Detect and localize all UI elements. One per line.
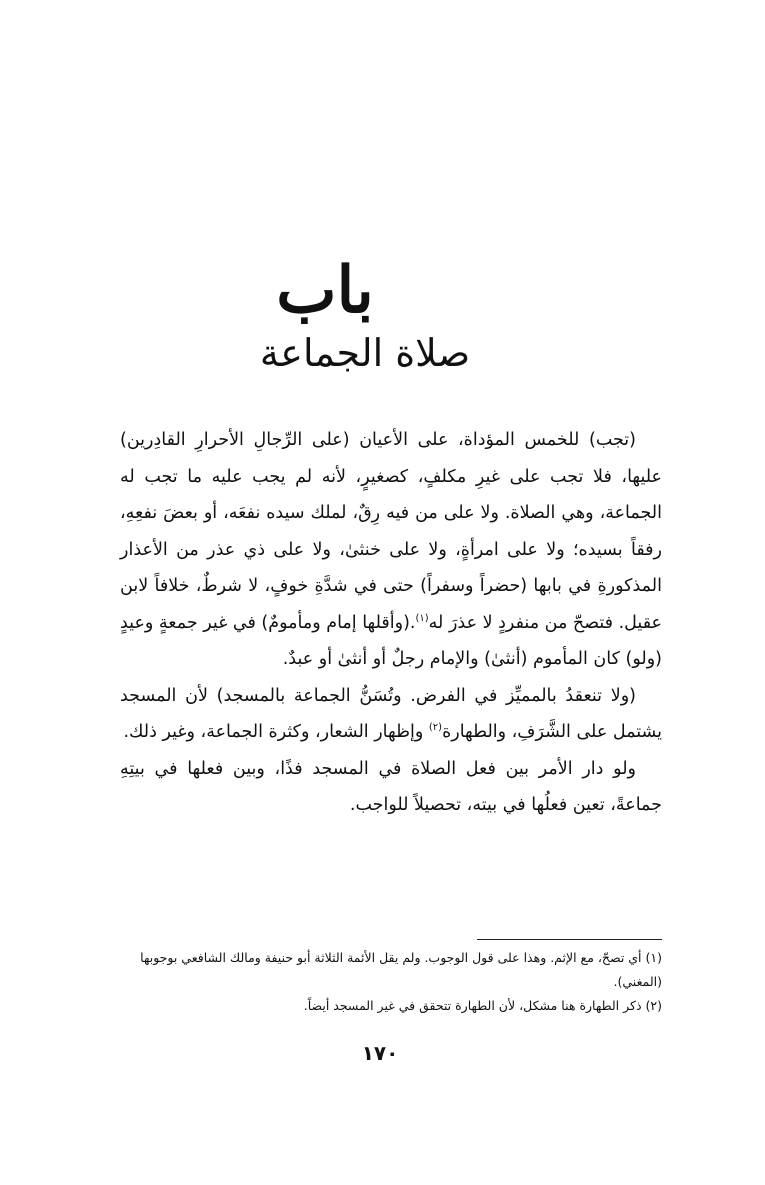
footnote: (١) أي تصحّ، مع الإثم. وهذا على قول الوجوب. ولم يقل الأئمة الثلاثة أبو حنيفة ومالك الشافعي بوجوبها (المغني). bbox=[140, 950, 662, 989]
paragraph-text: ولو دار الأمر بين فعل الصلاة في المسجد فذًا، وبين فعلها في بيتِهِ جماعةً، تعين فعلُها في بيته، تحصيلاً للواجب. bbox=[120, 758, 662, 815]
paragraph bbox=[120, 422, 662, 678]
paragraph bbox=[120, 751, 662, 824]
chapter-word: باب bbox=[276, 253, 374, 328]
paragraph bbox=[120, 678, 662, 751]
paragraph-text: (ولا تنعقدُ بالمميِّز في الفرض. وتُسَنُّ الجماعة بالمسجد) لأن المسجد يشتمل على الشَّرَفِ، والطهارة bbox=[120, 685, 662, 742]
footnote-marker[interactable]: (١) bbox=[415, 612, 429, 624]
paragraph-text: وإظهار الشعار، وكثرة الجماعة، وغير ذلك. bbox=[123, 722, 424, 742]
footnote-marker[interactable]: (٢) bbox=[428, 722, 443, 734]
footnotes bbox=[110, 946, 662, 1018]
paragraph-text: (تجب) للخمس المؤداة، على الأعيان (على الرِّجالِ الأحرارِ القادِرين) عليها، فلا تجب على غيرِ مكلفٍ، كصغيرٍ، لأنه لم يجب عليه ما تجب له الجماعة، وهي الصلاة. ولا على من فيه رِقٌ، لملك سيده نفعَه، أو بعضَ نفعِهِ، رفقاً بسيده؛ ولا على امرأةٍ، ولا على خنثىٰ، ولا على ذي عذر من الأعذار المذكورةِ في بابها (حضراً وسفراً) حتى في شدَّةِ خوفٍ، لا شرطٌ، خلافاً لابن عقيل. فتصحّ من منفردٍ لا عذرَ له bbox=[120, 430, 662, 633]
footnote-divider bbox=[477, 939, 662, 940]
footnote: (٢) ذكر الطهارة هنا مشكل، لأن الطهارة تتحقق في غير المسجد أيضاً. bbox=[303, 998, 662, 1013]
page-number: ١٧٠ bbox=[361, 1041, 399, 1065]
paragraph-text: .(وأقلها إمام ومأمومٌ) في غير جمعةٍ وعيدٍ (ولو) كان المأموم (أنثىٰ) والإمام رجلٌ أو أنثىٰ أو عبدٌ. bbox=[120, 612, 662, 669]
chapter-title: صلاة الجماعة bbox=[259, 331, 471, 375]
body-text bbox=[120, 422, 662, 824]
